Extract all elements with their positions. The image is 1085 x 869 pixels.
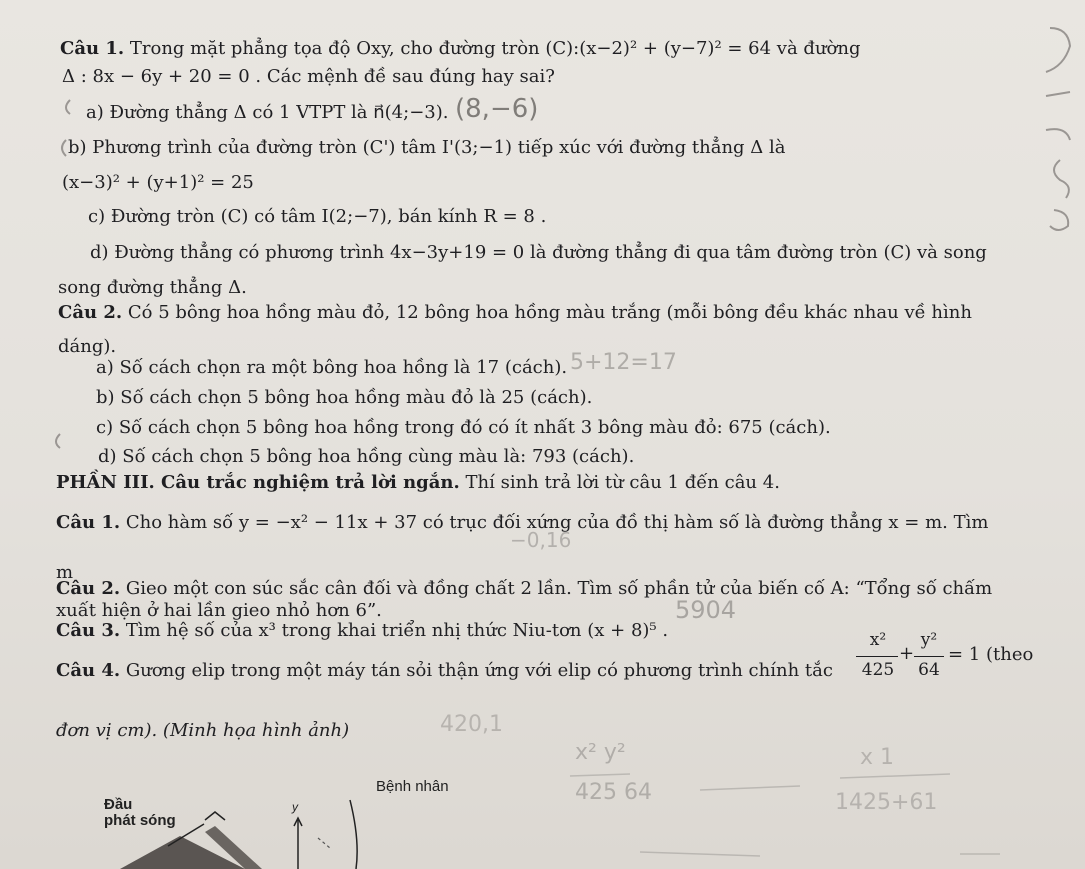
part3-heading: PHẦN III. Câu trắc nghiệm trả lời ngắn. xyxy=(56,472,460,493)
handwriting-note: −0,16 xyxy=(510,528,572,552)
figure-axis-y: y xyxy=(292,800,298,814)
figure-label-source-top: Đầu xyxy=(104,796,133,813)
q1-intro: Trong mặt phẳng tọa độ Oxy, cho đường tròn (C):(x−2)² + (y−7)² = 64 và đường xyxy=(129,38,861,59)
p3-q3-label: Câu 3. xyxy=(56,620,121,641)
q4-frac1-den: 425 xyxy=(861,660,895,680)
q4-frac2-num: y² xyxy=(920,630,938,650)
q2-statement-d: d) Số cách chọn 5 bông hoa hồng cùng màu là: 793 (cách). xyxy=(98,446,635,467)
q4-frac2-den: 64 xyxy=(918,660,940,680)
q1-statement-d-cont: song đường thẳng Δ. xyxy=(58,277,247,298)
handwriting-note: x 1 xyxy=(860,745,895,770)
q1-label: Câu 1. xyxy=(60,38,125,59)
q2-label: Câu 2. xyxy=(58,302,123,323)
handwriting-note: (8,−6) xyxy=(455,94,539,124)
pencil-fraction-lines xyxy=(570,774,1000,856)
handwriting-note: 5+12=17 xyxy=(570,350,677,375)
p3-q1-text: Cho hàm số y = −x² − 11x + 37 có trục đối xứng của đồ thị hàm số là đường thẳng x = m. Tìm xyxy=(125,512,989,533)
q2-intro-cont: dáng). xyxy=(58,336,117,357)
part3-instruction: Thí sinh trả lời từ câu 1 đến câu 4. xyxy=(465,472,780,493)
handwriting-note: 420,1 xyxy=(440,712,503,737)
q4-equals: = 1 xyxy=(948,644,981,665)
q2-statement-a: a) Số cách chọn ra một bông hoa hồng là 17 (cách). xyxy=(96,357,568,378)
figure-label-source-bottom: phát sóng xyxy=(104,812,176,829)
p3-q2-text: Gieo một con súc sắc cân đối và đồng chất 2 lần. Tìm số phần tử của biến cố A: “Tổng số chấm xyxy=(125,578,993,599)
q4-tail: (theo xyxy=(986,644,1034,665)
q2-intro: Có 5 bông hoa hồng màu đỏ, 12 bông hoa hồng màu trắng (mỗi bông đều khác nhau về hình xyxy=(127,302,972,323)
q1-statement-c: c) Đường tròn (C) có tâm I(2;−7), bán kính R = 8 . xyxy=(88,206,547,227)
lithotripter-figure xyxy=(120,800,357,869)
q2-statement-b: b) Số cách chọn 5 bông hoa hồng màu đỏ là 25 (cách). xyxy=(96,387,593,408)
q1-statement-b-equation: (x−3)² + (y+1)² = 25 xyxy=(62,172,254,193)
p3-q4-text-cont: đơn vị cm). (Minh họa hình ảnh) xyxy=(56,720,350,741)
p3-q4-text: Gương elip trong một máy tán sỏi thận ứng với elip có phương trình chính tắc xyxy=(125,660,833,681)
p3-q2-text-cont: xuất hiện ở hai lần gieo nhỏ hơn 6”. xyxy=(56,600,382,621)
handwriting-note: 425 64 xyxy=(575,780,652,805)
handwriting-note: x² y² xyxy=(575,740,626,765)
handwriting-note: 1425+61 xyxy=(835,790,938,815)
margin-pencil-marks xyxy=(56,28,1070,448)
p3-q2-label: Câu 2. xyxy=(56,578,121,599)
p3-q1-text-cont: m xyxy=(56,562,74,583)
p3-q1-label: Câu 1. xyxy=(56,512,121,533)
q1-statement-d: d) Đường thẳng có phương trình 4x−3y+19 = 0 là đường thẳng đi qua tâm đường tròn (C) và song xyxy=(90,242,987,263)
q1-statement-b: b) Phương trình của đường tròn (C') tâm I'(3;−1) tiếp xúc với đường thẳng Δ là xyxy=(68,137,786,158)
q1-line-delta: Δ : 8x − 6y + 20 = 0 . Các mệnh đề sau đúng hay sai? xyxy=(62,66,555,87)
q1-statement-a: a) Đường thẳng Δ có 1 VTPT là n⃗(4;−3). xyxy=(86,102,449,123)
q4-frac1-num: x² xyxy=(869,630,887,650)
q4-plus: + xyxy=(899,643,915,664)
q2-statement-c: c) Số cách chọn 5 bông hoa hồng trong đó có ít nhất 3 bông màu đỏ: 675 (cách). xyxy=(96,417,831,438)
p3-q3-text: Tìm hệ số của x³ trong khai triển nhị thức Niu-tơn (x + 8)⁵ . xyxy=(125,620,669,641)
p3-q4-label: Câu 4. xyxy=(56,660,121,681)
handwriting-note: 5904 xyxy=(675,596,737,624)
figure-label-patient: Bệnh nhân xyxy=(376,778,449,795)
